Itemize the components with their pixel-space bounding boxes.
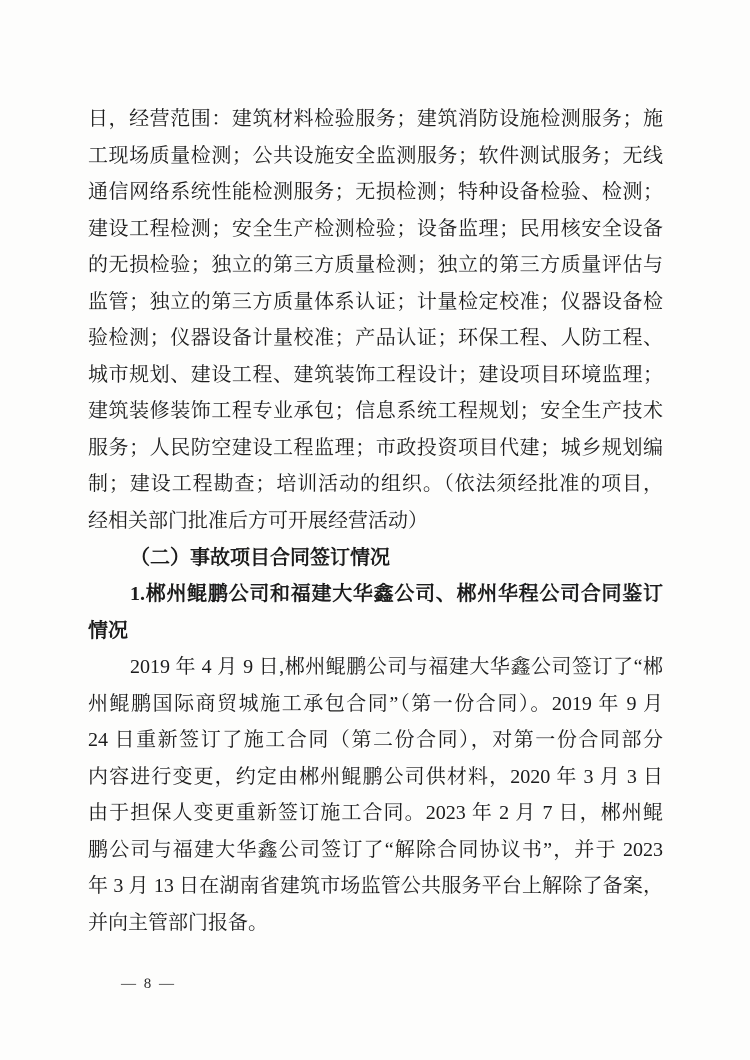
text-line: 州鲲鹏国际商贸城施工承包合同”（第一份合同）。2019 年 9 月 [88, 692, 663, 715]
text-line: 由于担保人变更重新签订施工合同。2023 年 2 月 7 日，郴州鲲 [88, 802, 663, 825]
section-heading: （二）事故项目合同签订情况 [130, 546, 390, 569]
text-line: 建设工程检测；安全生产检测检验；设备监理；民用核安全设备 [88, 217, 663, 240]
sub-heading-contract-signing [88, 576, 663, 649]
paragraph-business-scope [88, 101, 663, 540]
text-line: 制；建设工程勘查；培训活动的组织。（依法须经批准的项目， [88, 473, 663, 496]
text-line: 通信网络系统性能检测服务；无损检测；特种设备检验、检测； [88, 181, 663, 204]
text-line: 服务；人民防空建设工程监理；市政投资项目代建；城乡规划编 [88, 436, 663, 459]
text-line: 验检测；仪器设备计量校准；产品认证；环保工程、人防工程、 [88, 327, 663, 350]
text-line: 城市规划、建设工程、建筑装饰工程设计；建设项目环境监理； [88, 363, 663, 386]
text-line: 日，经营范围：建筑材料检验服务；建筑消防设施检测服务；施 [88, 108, 663, 130]
text-line: 1.郴州鲲鹏公司和福建大华鑫公司、郴州华程公司合同鉴订 [130, 583, 663, 606]
text-line: 经相关部门批准后方可开展经营活动） [88, 510, 428, 533]
text-line: 监管；独立的第三方质量体系认证；计量检定校准；仪器设备检 [88, 290, 663, 313]
page-number: — 8 — [121, 976, 176, 992]
text-line: 2019 年 4 月 9 日,郴州鲲鹏公司与福建大华鑫公司签订了“郴 [130, 656, 663, 679]
text-line: 并向主管部门报备。 [88, 912, 268, 935]
page-content [88, 101, 663, 942]
text-line: 的无损检验；独立的第三方质量检测；独立的第三方质量评估与 [88, 254, 663, 277]
text-line: 情况 [88, 619, 128, 642]
text-line: 年 3 月 13 日在湖南省建筑市场监管公共服务平台上解除了备案， [88, 875, 663, 898]
paragraph-contract-history [88, 649, 663, 941]
text-line: 24 日重新签订了施工合同（第二份合同），对第一份合同部分 [88, 729, 663, 752]
text-line: 内容进行变更，约定由郴州鲲鹏公司供材料，2020 年 3 月 3 日 [88, 765, 663, 788]
text-line: 鹏公司与福建大华鑫公司签订了“解除合同协议书”，并于 2023 [88, 838, 663, 861]
text-line: 工现场质量检测；公共设施安全监测服务；软件测试服务；无线 [88, 144, 663, 167]
text-line: 建筑装修装饰工程专业承包；信息系统工程规划；安全生产技术 [88, 400, 663, 423]
